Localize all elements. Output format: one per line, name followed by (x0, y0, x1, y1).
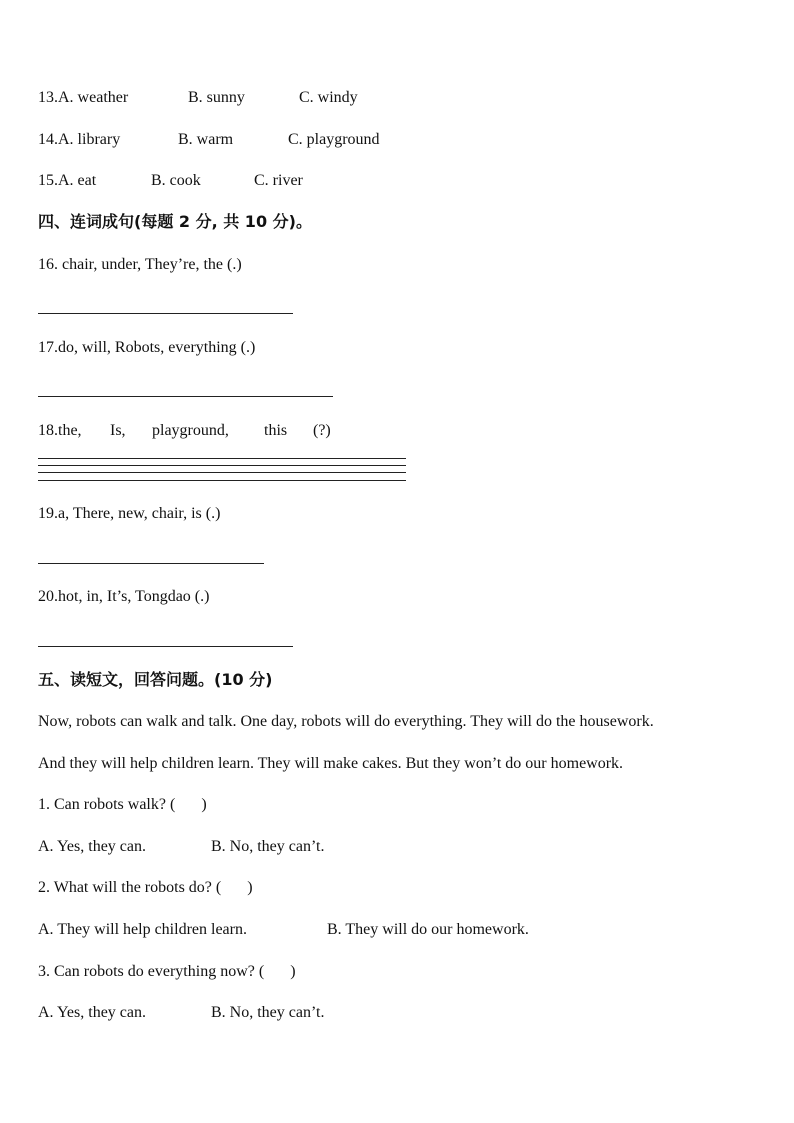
reading-q2-text: 2. What will the robots do? ( (38, 879, 222, 896)
section-4-heading: 四、连词成句(每题 2 分, 共 10 分)。 (38, 212, 312, 231)
reading-q3-close: ) (290, 963, 296, 980)
q15-option-c: C. river (254, 172, 303, 189)
reading-q3-option-b: B. No, they can’t. (211, 1004, 325, 1021)
q18-answer-line-1[interactable] (38, 458, 406, 459)
q18-word-2: Is, (110, 422, 126, 439)
passage-line-1: Now, robots can walk and talk. One day, robots will do everything. They will do the housework. (38, 713, 654, 730)
q15-option-b: B. cook (151, 172, 201, 189)
reading-q3-text: 3. Can robots do everything now? ( (38, 963, 265, 980)
q18-answer-line-4[interactable] (38, 480, 406, 481)
q16-prompt: 16. chair, under, They’re, the (.) (38, 256, 242, 273)
q20-answer-line[interactable] (38, 646, 293, 647)
reading-q1-close: ) (201, 796, 207, 813)
reading-q2 (38, 878, 253, 898)
q13-number: 13. (38, 89, 58, 106)
reading-q1 (38, 795, 207, 815)
q13-option-b: B. sunny (188, 89, 245, 106)
reading-q1-text: 1. Can robots walk? ( (38, 796, 176, 813)
reading-q2-option-b: B. They will do our homework. (327, 921, 529, 938)
q18-word-1: the, (58, 422, 82, 439)
q18-answer-line-3[interactable] (38, 472, 406, 473)
q17-answer-line[interactable] (38, 396, 333, 397)
q14-option-b: B. warm (178, 131, 234, 148)
q14-option-a: A. library (58, 131, 121, 148)
q15-number: 15. (38, 172, 58, 189)
q18-word-3: playground, (152, 422, 229, 439)
passage-line-2: And they will help children learn. They will make cakes. But they won’t do our homework. (38, 755, 624, 772)
q18-answer-line-2[interactable] (38, 465, 406, 466)
q17-prompt: 17.do, will, Robots, everything (.) (38, 339, 256, 356)
reading-q1-option-a: A. Yes, they can. (38, 838, 146, 855)
reading-q3 (38, 962, 296, 982)
reading-q2-close: ) (247, 879, 253, 896)
section-5-heading: 五、读短文，回答问题。(10 分) (38, 670, 273, 689)
q16-answer-line[interactable] (38, 313, 293, 314)
q19-answer-line[interactable] (38, 563, 264, 564)
q14-option-c: C. playground (288, 131, 380, 148)
q18-word-5: (?) (313, 422, 331, 439)
q20-prompt: 20.hot, in, It’s, Tongdao (.) (38, 588, 210, 605)
q13-row (38, 88, 128, 108)
q13-option-a: A. weather (58, 89, 129, 106)
q18-prompt (38, 421, 82, 441)
q14-row (38, 130, 120, 150)
reading-q1-option-b: B. No, they can’t. (211, 838, 325, 855)
q19-prompt: 19.a, There, new, chair, is (.) (38, 505, 221, 522)
q13-option-c: C. windy (299, 89, 358, 106)
q14-number: 14. (38, 131, 58, 148)
q15-row (38, 171, 96, 191)
q18-word-4: this (264, 422, 288, 439)
reading-q2-option-a: A. They will help children learn. (38, 921, 247, 938)
q15-option-a: A. eat (58, 172, 97, 189)
q18-number: 18. (38, 422, 58, 439)
reading-q3-option-a: A. Yes, they can. (38, 1004, 146, 1021)
